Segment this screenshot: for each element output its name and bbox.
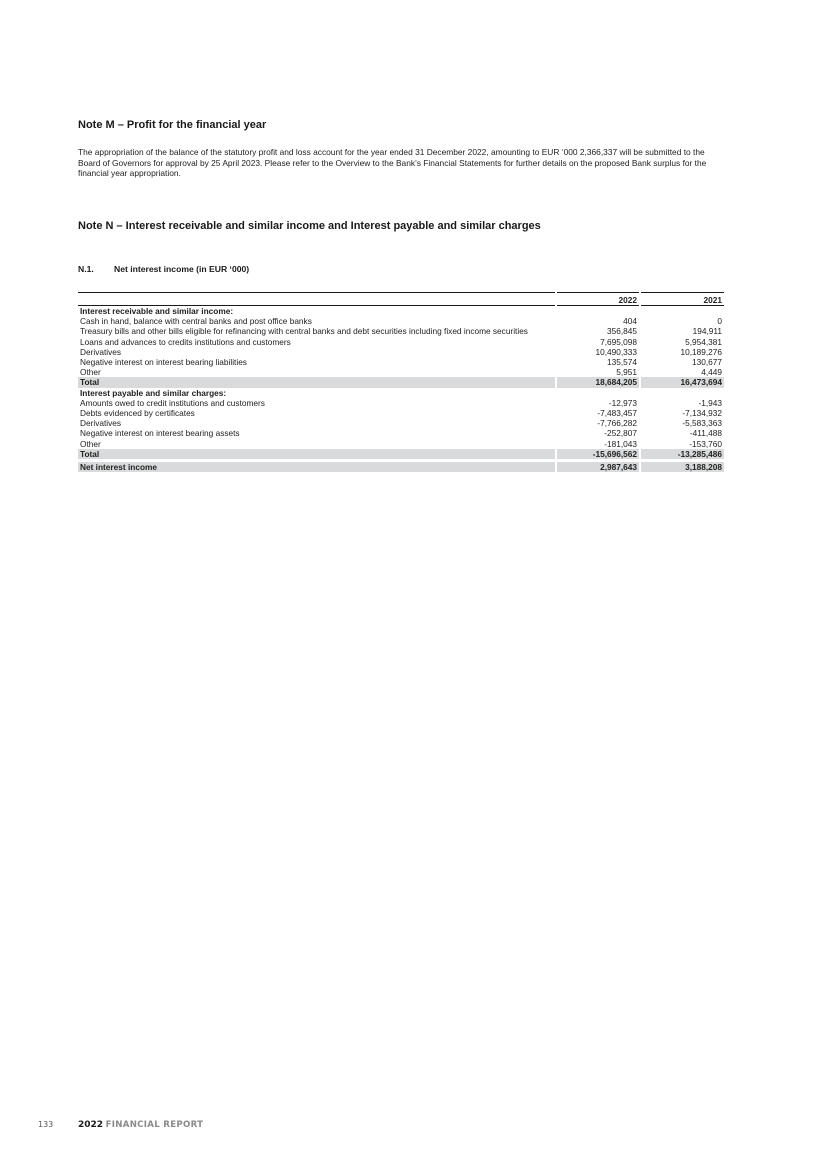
table-row	[78, 357, 724, 367]
value-2022: 10,490,333	[556, 347, 640, 357]
value-2021: 3,188,208	[640, 462, 724, 472]
page-number: 133	[38, 1120, 54, 1129]
page-footer	[38, 1119, 203, 1130]
header-2022: 2022	[556, 293, 640, 306]
table-row	[78, 408, 724, 418]
subsection-number: N.1.	[78, 264, 94, 274]
value-2021: 5,954,381	[640, 337, 724, 347]
row-label: Derivatives	[80, 418, 122, 429]
note-n-title: Note N – Interest receivable and similar income and Interest payable and similar charges	[78, 220, 541, 232]
table-row	[78, 439, 724, 449]
value-2022: 5,951	[556, 367, 640, 377]
row-label: Treasury bills and other bills eligible for refinancing with central banks and debt securities including fixed income securities	[80, 326, 528, 337]
value-2021: -13,285,486	[640, 449, 724, 459]
row-label: Other	[80, 438, 101, 449]
value-2022: 18,684,205	[556, 377, 640, 387]
footer-report-title: FINANCIAL REPORT	[105, 1120, 204, 1130]
row-label: Derivatives	[80, 346, 122, 357]
value-2022	[556, 388, 640, 398]
section-header-row	[78, 306, 724, 317]
row-label: Amounts owed to credit institutions and customers	[80, 397, 265, 408]
footer-year: 2022	[78, 1120, 104, 1130]
subsection-title: Net interest income (in EUR ‘000)	[114, 264, 250, 274]
value-2021: 10,189,276	[640, 347, 724, 357]
row-label: Negative interest on interest bearing assets	[80, 428, 240, 439]
value-2022: -15,696,562	[556, 449, 640, 459]
table-body	[78, 306, 724, 473]
table-row	[78, 337, 724, 347]
value-2022: -7,483,457	[556, 408, 640, 418]
value-2021	[640, 306, 724, 317]
value-2021: 16,473,694	[640, 377, 724, 387]
table-row	[78, 367, 724, 377]
value-2021: -7,134,932	[640, 408, 724, 418]
total-row	[78, 462, 724, 472]
value-2022	[556, 306, 640, 317]
section-header-row	[78, 388, 724, 398]
value-2021: -1,943	[640, 398, 724, 408]
value-2022: 356,845	[556, 326, 640, 336]
value-2021: -5,583,363	[640, 418, 724, 428]
subsection-heading	[78, 264, 249, 274]
value-2022: 2,987,643	[556, 462, 640, 472]
value-2021: 4,449	[640, 367, 724, 377]
value-2022: 135,574	[556, 357, 640, 367]
table-row	[78, 428, 724, 438]
table-row	[78, 398, 724, 408]
value-2022: 7,695,098	[556, 337, 640, 347]
table-row	[78, 347, 724, 357]
header-label	[78, 293, 556, 306]
row-label: Debts evidenced by certificates	[80, 408, 195, 419]
note-m-body: The appropriation of the balance of the statutory profit and loss account for the year ended 31 December 2022, amounting to EUR ‘000 2,366,337 will be submitted to the Board of Governors for approval by 25 April 2023. Please refer to the Overview to the Bank’s Financial Statements for further details on the proposed Bank surplus for the financial year appropriation.	[78, 147, 707, 179]
table-header-row	[78, 293, 724, 306]
row-label: Total	[78, 377, 556, 387]
table-row	[78, 418, 724, 428]
row-label: Other	[80, 367, 101, 378]
table-row	[78, 326, 724, 336]
value-2022: 404	[556, 316, 640, 326]
value-2021: -153,760	[640, 439, 724, 449]
total-row	[78, 377, 724, 387]
value-2022: -12,973	[556, 398, 640, 408]
row-label: Total	[78, 449, 556, 459]
value-2022: -181,043	[556, 439, 640, 449]
header-2021: 2021	[640, 293, 724, 306]
row-label: Interest payable and similar charges:	[80, 387, 227, 398]
table-row	[78, 316, 724, 326]
total-row	[78, 449, 724, 459]
row-label: Negative interest on interest bearing liabilities	[80, 357, 247, 368]
row-label: Cash in hand, balance with central banks and post office banks	[80, 316, 312, 327]
net-interest-income-table	[78, 292, 724, 472]
value-2021: -411,488	[640, 428, 724, 438]
value-2022: -252,807	[556, 428, 640, 438]
value-2021: 0	[640, 316, 724, 326]
value-2021: 130,677	[640, 357, 724, 367]
row-label: Interest receivable and similar income:	[80, 306, 234, 316]
note-m-title: Note M – Profit for the financial year	[78, 119, 267, 131]
row-label: Net interest income	[78, 462, 556, 472]
row-label: Loans and advances to credits institutions and customers	[80, 336, 291, 347]
value-2021: 194,911	[640, 326, 724, 336]
value-2022: -7,766,282	[556, 418, 640, 428]
value-2021	[640, 388, 724, 398]
